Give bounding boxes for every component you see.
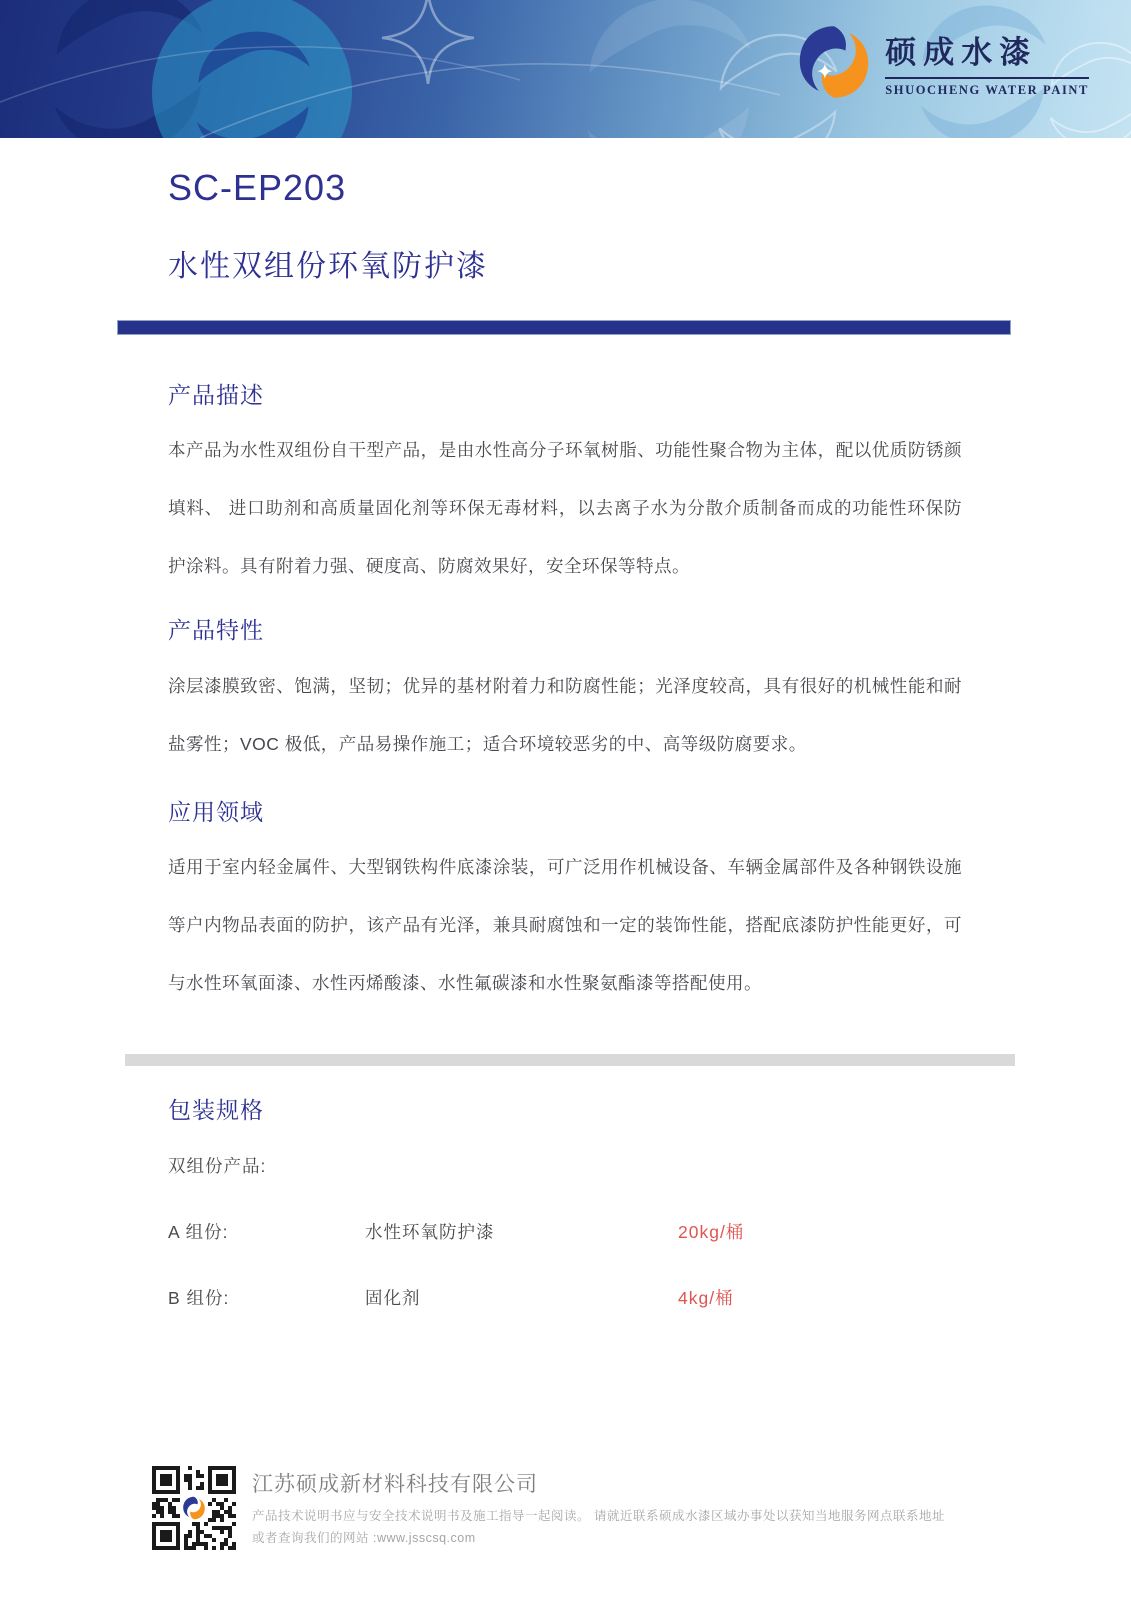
footer-text-block — [252, 1466, 945, 1550]
main-content — [0, 168, 1131, 1310]
footer-note-line2: 或者查询我们的网站 :www.jsscsq.com — [252, 1530, 476, 1545]
footer-note — [252, 1506, 945, 1550]
header-band — [0, 0, 1131, 138]
section-paragraph: 本产品为水性双组份自干型产品，是由水性高分子环氧树脂、功能性聚合物为主体，配以优质防锈颜填料、 进口助剂和高质量固化剂等环保无毒材料，以去离子水为分散介质制备而成的功能性环保防护涂料。具有附着力强、硬度高、防腐效果好，安全环保等特点。 — [168, 440, 962, 577]
section-heading: 产品描述 — [168, 381, 264, 408]
section-paragraph: 涂层漆膜致密、饱满，坚韧；优异的基材附着力和防腐性能；光泽度较高，具有很好的机械性能和耐盐雾性；VOC 极低，产品易操作施工；适合环境较恶劣的中、高等级防腐要求。 — [168, 675, 962, 754]
brand-logo-block — [796, 24, 1089, 100]
section-product-description — [168, 382, 962, 596]
company-name: 江苏硕成新材料科技有限公司 — [252, 1473, 538, 1496]
packaging-heading: 包装规格 — [168, 1097, 264, 1124]
qr-code — [152, 1466, 236, 1550]
component-label: B 组份: — [168, 1288, 230, 1309]
brand-name-en: SHUOCHENG WATER PAINT — [885, 82, 1089, 97]
product-code-title: SC-EP203 — [168, 167, 347, 208]
section-product-features — [168, 617, 962, 773]
packaging-row-a — [168, 1219, 962, 1244]
section-application-areas — [168, 799, 962, 1013]
component-label: A 组份: — [168, 1222, 229, 1243]
section-divider-bar — [125, 1054, 1015, 1066]
section-heading: 应用领域 — [168, 798, 264, 825]
section-packaging — [168, 1092, 962, 1310]
footer — [152, 1466, 945, 1550]
component-name: 水性环氧防护漆 — [365, 1222, 495, 1243]
brand-logo-icon — [796, 24, 872, 100]
brand-logo-text — [885, 27, 1089, 98]
packaging-intro: 双组份产品: — [168, 1156, 267, 1177]
qr-center-logo-icon — [181, 1495, 207, 1521]
component-spec: 4kg/桶 — [678, 1288, 734, 1309]
section-paragraph: 适用于室内轻金属件、大型钢铁构件底漆涂装，可广泛用作机械设备、车辆金属部件及各种钢铁设施等户内物品表面的防护，该产品有光泽，兼具耐腐蚀和一定的装饰性能，搭配底漆防护性能更好，可与水性环氧面漆、水性丙烯酸漆、水性氟碳漆和水性聚氨酯漆等搭配使用。 — [168, 857, 962, 994]
component-name: 固化剂 — [365, 1288, 421, 1309]
product-name-title: 水性双组份环氧防护漆 — [168, 249, 488, 283]
title-divider-bar — [118, 321, 1010, 334]
footer-note-line1: 产品技术说明书应与安全技术说明书及施工指导一起阅读。 请就近联系硕成水漆区域办事处以获知当地服务网点联系地址 — [252, 1509, 945, 1523]
brand-name-cn: 硕成水漆 — [885, 27, 1089, 79]
section-heading: 产品特性 — [168, 617, 264, 644]
packaging-row-b — [168, 1285, 962, 1310]
component-spec: 20kg/桶 — [678, 1222, 745, 1243]
